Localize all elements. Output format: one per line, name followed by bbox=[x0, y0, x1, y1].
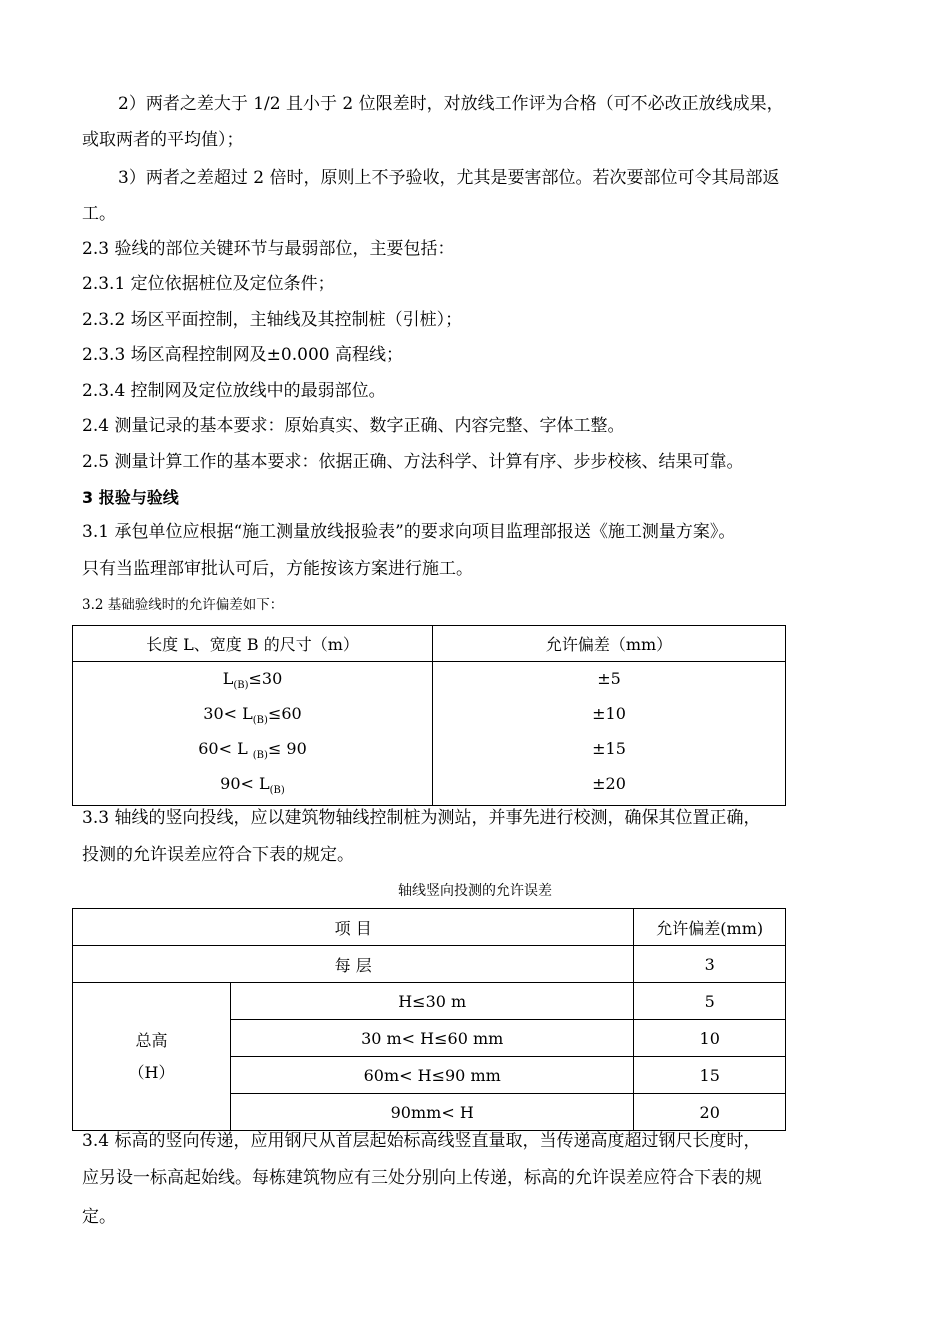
t1-tolerance: ±20 bbox=[592, 774, 626, 793]
t2-range: 30 m< H≤60 mm bbox=[231, 1020, 634, 1057]
section-3-3-line2: 投测的允许误差应符合下表的规定。 bbox=[82, 845, 354, 865]
section-3-4-line2: 应另设一标高起始线。每栋建筑物应有三处分别向上传递，标高的允许误差应符合下表的规 bbox=[82, 1168, 762, 1188]
paragraph-2-line1: 2）两者之差大于 1/2 且小于 2 位限差时，对放线工作评为合格（可不必改正放线成果， bbox=[118, 94, 784, 114]
t2-range-tolerance: 20 bbox=[634, 1094, 786, 1131]
t1-tolerance: ±10 bbox=[592, 704, 626, 723]
t1-size-row: $L_{(B)}\le 30$ bbox=[222, 669, 283, 692]
t1-size-column bbox=[73, 662, 433, 806]
t2-range-tolerance: 15 bbox=[634, 1057, 786, 1094]
t2-range-tolerance: 5 bbox=[634, 983, 786, 1020]
t1-size-row: $90< L_{(B)}$ bbox=[220, 774, 285, 797]
t1-tolerance: ±5 bbox=[597, 669, 621, 688]
section-2-3-3: 2.3.3 场区高程控制网及±0.000 高程线； bbox=[82, 345, 403, 365]
t2-range-tolerance: 10 bbox=[634, 1020, 786, 1057]
t2-each-floor: 每 层 bbox=[73, 946, 634, 983]
paragraph-2-line2: 或取两者的平均值）； bbox=[82, 130, 244, 150]
section-2-3-2: 2.3.2 场区平面控制，主轴线及其控制桩（引桩）； bbox=[82, 310, 463, 330]
heading-3: 3 报验与验线 bbox=[82, 488, 179, 507]
section-3-1-line2: 只有当监理部审批认可后，方能按该方案进行施工。 bbox=[82, 559, 473, 579]
t1-size-row: $30< L_{(B)}\le 60$ bbox=[203, 704, 302, 727]
section-3-1-line1: 3.1 承包单位应根据“施工测量放线报验表”的要求向项目监理部报送《施工测量方案》。 bbox=[82, 522, 736, 542]
t2-range: H≤30 m bbox=[231, 983, 634, 1020]
section-3-3-line1: 3.3 轴线的竖向投线，应以建筑物轴线控制桩为测站，并事先进行校测，确保其位置正确， bbox=[82, 808, 761, 828]
t2-header-tolerance: 允许偏差(mm) bbox=[634, 909, 786, 946]
section-2-3-4: 2.3.4 控制网及定位放线中的最弱部位。 bbox=[82, 381, 386, 401]
t2-each-floor-tolerance: 3 bbox=[634, 946, 786, 983]
section-2-3-1: 2.3.1 定位依据桩位及定位条件； bbox=[82, 274, 335, 294]
t1-header-tolerance: 允许偏差（mm） bbox=[433, 626, 786, 662]
table2-caption: 轴线竖向投测的允许误差 bbox=[398, 883, 552, 899]
section-2-5: 2.5 测量计算工作的基本要求：依据正确、方法科学、计算有序、步步校核、结果可靠。 bbox=[82, 452, 744, 472]
t2-header-item: 项 目 bbox=[73, 909, 634, 946]
section-3-4-line1: 3.4 标高的竖向传递，应用钢尺从首层起始标高线竖直量取，当传递高度超过钢尺长度时， bbox=[82, 1131, 761, 1151]
t2-total-height-label: 总高 （H） bbox=[73, 983, 231, 1131]
t2-range: 60m< H≤90 mm bbox=[231, 1057, 634, 1094]
t1-tolerance-column bbox=[433, 662, 786, 806]
section-3-4-line3: 定。 bbox=[82, 1207, 116, 1227]
t1-size-row: 60< L $_{(B)}$≤ 90 bbox=[198, 739, 307, 762]
section-3-2: 3.2 基础验线时的允许偏差如下： bbox=[82, 597, 284, 613]
section-2-4: 2.4 测量记录的基本要求：原始真实、数字正确、内容完整、字体工整。 bbox=[82, 416, 625, 436]
section-2-3: 2.3 验线的部位关键环节与最弱部位，主要包括： bbox=[82, 239, 455, 259]
paragraph-3-line1: 3）两者之差超过 2 倍时，原则上不予验收，尤其是要害部位。若次要部位可令其局部返 bbox=[118, 168, 780, 188]
foundation-tolerance-table bbox=[72, 625, 786, 806]
t2-range: 90mm< H bbox=[231, 1094, 634, 1131]
t1-header-size: 长度 L、宽度 B 的尺寸（m） bbox=[73, 626, 433, 662]
t1-tolerance: ±15 bbox=[592, 739, 626, 758]
axis-tolerance-table bbox=[72, 908, 786, 1131]
paragraph-3-line2: 工。 bbox=[82, 204, 116, 224]
